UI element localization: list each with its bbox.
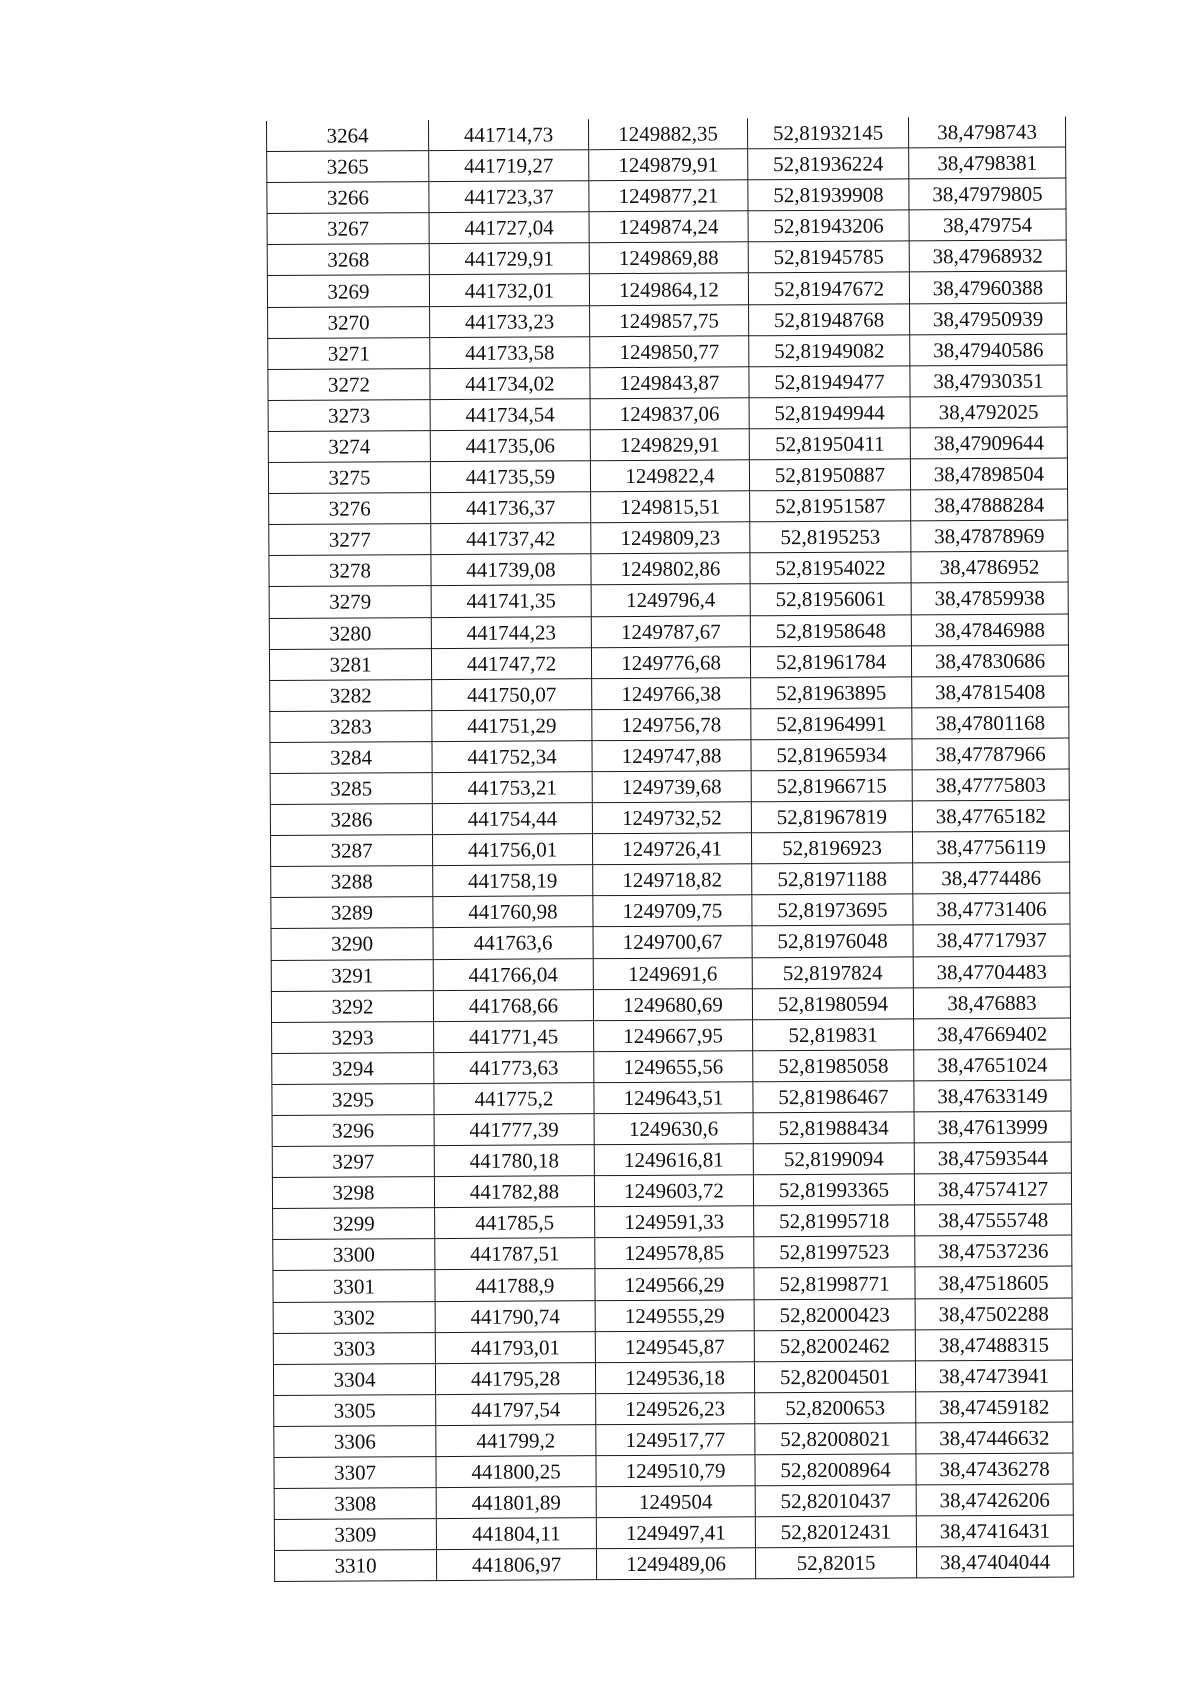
x-coordinate-cell: 441753,21	[432, 772, 592, 804]
point-number-cell: 3308	[274, 1488, 436, 1520]
table-row	[270, 738, 1069, 774]
point-number-cell: 3270	[268, 306, 430, 338]
table-row	[270, 800, 1069, 836]
y-coordinate-cell: 1249869,88	[589, 242, 748, 274]
x-coordinate-cell: 441775,2	[434, 1083, 594, 1115]
longitude-cell: 38,47669402	[914, 1018, 1071, 1050]
point-number-cell: 3297	[272, 1146, 434, 1178]
x-coordinate-cell: 441804,11	[436, 1518, 596, 1550]
table-row	[271, 987, 1070, 1023]
longitude-cell: 38,47518605	[915, 1266, 1072, 1298]
y-coordinate-cell: 1249555,29	[595, 1299, 754, 1331]
latitude-cell: 52,81993365	[753, 1174, 914, 1206]
y-coordinate-cell: 1249882,35	[588, 118, 747, 149]
point-number-cell: 3290	[271, 928, 433, 960]
y-coordinate-cell: 1249680,69	[593, 988, 752, 1020]
x-coordinate-cell: 441797,54	[436, 1394, 596, 1426]
x-coordinate-cell: 441750,07	[432, 678, 592, 710]
point-number-cell: 3302	[273, 1301, 435, 1333]
point-number-cell: 3266	[267, 182, 429, 214]
point-number-cell: 3306	[274, 1426, 436, 1458]
table-row	[271, 893, 1070, 929]
x-coordinate-cell: 441741,35	[431, 585, 591, 617]
latitude-cell: 52,81945785	[748, 241, 909, 273]
latitude-cell: 52,81949944	[749, 397, 910, 429]
latitude-cell: 52,81964991	[751, 708, 912, 740]
x-coordinate-cell: 441747,72	[431, 647, 591, 679]
longitude-cell: 38,47898504	[910, 458, 1067, 490]
table-row	[272, 1173, 1071, 1209]
latitude-cell: 52,81997523	[754, 1236, 915, 1268]
latitude-cell: 52,81963895	[751, 677, 912, 709]
table-row	[270, 769, 1069, 805]
longitude-cell: 38,47574127	[914, 1173, 1071, 1205]
table-row	[272, 1018, 1071, 1054]
x-coordinate-cell: 441752,34	[432, 741, 592, 773]
latitude-cell: 52,81967819	[751, 801, 912, 833]
longitude-cell: 38,47704483	[913, 956, 1070, 988]
y-coordinate-cell: 1249603,72	[594, 1175, 753, 1207]
longitude-cell: 38,47717937	[913, 924, 1070, 956]
longitude-cell: 38,47888284	[911, 489, 1068, 521]
longitude-cell: 38,47846988	[911, 614, 1068, 646]
table-row	[270, 707, 1069, 743]
point-number-cell: 3274	[268, 431, 430, 463]
point-number-cell: 3296	[272, 1115, 434, 1147]
latitude-cell: 52,81943206	[748, 210, 909, 242]
x-coordinate-cell: 441751,29	[432, 709, 592, 741]
point-number-cell: 3271	[268, 337, 430, 369]
point-number-cell: 3265	[267, 151, 429, 183]
latitude-cell: 52,81985058	[753, 1050, 914, 1082]
y-coordinate-cell: 1249489,06	[596, 1548, 755, 1580]
x-coordinate-cell: 441788,9	[435, 1269, 595, 1301]
x-coordinate-cell: 441766,04	[433, 958, 593, 990]
point-number-cell: 3268	[267, 244, 429, 276]
y-coordinate-cell: 1249504	[596, 1486, 755, 1518]
x-coordinate-cell: 441763,6	[433, 927, 593, 959]
latitude-cell: 52,81932145	[747, 117, 908, 148]
y-coordinate-cell: 1249829,91	[590, 429, 749, 461]
y-coordinate-cell: 1249718,82	[593, 864, 752, 896]
latitude-cell: 52,82000423	[754, 1298, 915, 1330]
table-row	[268, 334, 1067, 370]
point-number-cell: 3283	[270, 710, 432, 742]
x-coordinate-cell: 441732,01	[429, 274, 589, 306]
latitude-cell: 52,8196923	[751, 832, 912, 864]
y-coordinate-cell: 1249877,21	[589, 180, 748, 212]
point-number-cell: 3298	[272, 1177, 434, 1209]
x-coordinate-cell: 441756,01	[432, 834, 592, 866]
latitude-cell: 52,82004501	[754, 1361, 915, 1393]
longitude-cell: 38,47537236	[915, 1235, 1072, 1267]
table-row	[274, 1422, 1073, 1458]
table-row	[268, 365, 1067, 401]
longitude-cell: 38,47404044	[916, 1546, 1073, 1578]
y-coordinate-cell: 1249815,51	[591, 491, 750, 523]
latitude-cell: 52,81998771	[754, 1267, 915, 1299]
table-row	[267, 209, 1066, 245]
x-coordinate-cell: 441736,37	[431, 492, 591, 524]
latitude-cell: 52,81980594	[752, 988, 913, 1020]
point-number-cell: 3287	[270, 835, 432, 867]
point-number-cell: 3307	[274, 1457, 436, 1489]
longitude-cell: 38,47940586	[910, 334, 1067, 366]
point-number-cell: 3286	[270, 804, 432, 836]
table-row	[268, 427, 1067, 463]
y-coordinate-cell: 1249536,18	[595, 1362, 754, 1394]
point-number-cell: 3292	[271, 990, 433, 1022]
latitude-cell: 52,81949477	[749, 366, 910, 398]
longitude-cell: 38,47830686	[911, 645, 1068, 677]
longitude-cell: 38,479754	[909, 209, 1066, 241]
y-coordinate-cell: 1249843,87	[590, 367, 749, 399]
table-row	[272, 1080, 1071, 1116]
y-coordinate-cell: 1249566,29	[595, 1268, 754, 1300]
y-coordinate-cell: 1249766,38	[592, 677, 751, 709]
longitude-cell: 38,47960388	[909, 272, 1066, 304]
table-row	[273, 1329, 1072, 1365]
x-coordinate-cell: 441773,63	[434, 1051, 594, 1083]
table-row	[273, 1360, 1072, 1396]
latitude-cell: 52,81986467	[753, 1081, 914, 1113]
x-coordinate-cell: 441771,45	[434, 1020, 594, 1052]
latitude-cell: 52,82012431	[755, 1516, 916, 1548]
x-coordinate-cell: 441795,28	[435, 1362, 595, 1394]
y-coordinate-cell: 1249837,06	[590, 398, 749, 430]
y-coordinate-cell: 1249545,87	[595, 1330, 754, 1362]
x-coordinate-cell: 441758,19	[433, 865, 593, 897]
x-coordinate-cell: 441801,89	[436, 1487, 596, 1519]
x-coordinate-cell: 441714,73	[428, 119, 588, 150]
x-coordinate-cell: 441806,97	[436, 1549, 596, 1581]
point-number-cell: 3309	[274, 1519, 436, 1551]
x-coordinate-cell: 441790,74	[435, 1300, 595, 1332]
y-coordinate-cell: 1249864,12	[589, 273, 748, 305]
table-row	[269, 551, 1068, 587]
x-coordinate-cell: 441733,58	[430, 336, 590, 368]
table-row	[269, 582, 1068, 618]
longitude-cell: 38,47502288	[915, 1298, 1072, 1330]
table-row	[268, 458, 1067, 494]
y-coordinate-cell: 1249776,68	[591, 646, 750, 678]
y-coordinate-cell: 1249874,24	[589, 211, 748, 243]
latitude-cell: 52,81973695	[752, 894, 913, 926]
point-number-cell: 3288	[271, 866, 433, 898]
point-number-cell: 3303	[273, 1332, 435, 1364]
y-coordinate-cell: 1249802,86	[591, 553, 750, 585]
y-coordinate-cell: 1249732,52	[592, 802, 751, 834]
point-number-cell: 3293	[272, 1021, 434, 1053]
table-row	[267, 178, 1066, 214]
longitude-cell: 38,47765182	[912, 800, 1069, 832]
longitude-cell: 38,47731406	[913, 893, 1070, 925]
latitude-cell: 52,81976048	[752, 925, 913, 957]
point-number-cell: 3299	[273, 1208, 435, 1240]
y-coordinate-cell: 1249747,88	[592, 740, 751, 772]
longitude-cell: 38,4792025	[910, 396, 1067, 428]
longitude-cell: 38,47555748	[915, 1204, 1072, 1236]
longitude-cell: 38,47930351	[910, 365, 1067, 397]
point-number-cell: 3300	[273, 1239, 435, 1271]
table-row	[270, 831, 1069, 867]
longitude-cell: 38,4798743	[908, 117, 1065, 148]
y-coordinate-cell: 1249616,81	[594, 1144, 753, 1176]
latitude-cell: 52,8199094	[753, 1143, 914, 1175]
point-number-cell: 3276	[269, 493, 431, 525]
x-coordinate-cell: 441729,91	[429, 243, 589, 275]
latitude-cell: 52,81971188	[752, 863, 913, 895]
table-row	[269, 614, 1068, 650]
longitude-cell: 38,47488315	[915, 1329, 1072, 1361]
table-row	[274, 1484, 1073, 1520]
longitude-cell: 38,47459182	[916, 1391, 1073, 1423]
x-coordinate-cell: 441733,23	[430, 305, 590, 337]
table-row	[269, 645, 1068, 681]
latitude-cell: 52,82002462	[754, 1330, 915, 1362]
table-row	[268, 303, 1067, 339]
latitude-cell: 52,8200653	[755, 1392, 916, 1424]
latitude-cell: 52,82015	[755, 1547, 916, 1579]
table-row	[267, 240, 1066, 276]
latitude-cell: 52,81995718	[754, 1205, 915, 1237]
table-row	[274, 1453, 1073, 1489]
x-coordinate-cell: 441799,2	[436, 1425, 596, 1457]
x-coordinate-cell: 441735,06	[430, 430, 590, 462]
latitude-cell: 52,81958648	[750, 614, 911, 646]
latitude-cell: 52,81965934	[751, 739, 912, 771]
latitude-cell: 52,81966715	[751, 770, 912, 802]
table-row	[269, 489, 1068, 525]
y-coordinate-cell: 1249667,95	[594, 1020, 753, 1052]
latitude-cell: 52,81956061	[750, 583, 911, 615]
longitude-cell: 38,47593544	[914, 1142, 1071, 1174]
y-coordinate-cell: 1249517,77	[596, 1424, 755, 1456]
latitude-cell: 52,82008021	[755, 1423, 916, 1455]
latitude-cell: 52,82008964	[755, 1454, 916, 1486]
y-coordinate-cell: 1249739,68	[592, 771, 751, 803]
table-row	[267, 147, 1066, 183]
y-coordinate-cell: 1249578,85	[595, 1237, 754, 1269]
table-body	[267, 117, 1074, 1582]
latitude-cell: 52,819831	[753, 1019, 914, 1051]
longitude-cell: 38,4786952	[911, 551, 1068, 583]
longitude-cell: 38,47613999	[914, 1111, 1071, 1143]
longitude-cell: 38,4774486	[913, 862, 1070, 894]
point-number-cell: 3269	[267, 275, 429, 307]
x-coordinate-cell: 441719,27	[429, 150, 589, 182]
point-number-cell: 3272	[268, 368, 430, 400]
x-coordinate-cell: 441787,51	[435, 1238, 595, 1270]
x-coordinate-cell: 441734,02	[430, 367, 590, 399]
latitude-cell: 52,8195253	[750, 521, 911, 553]
y-coordinate-cell: 1249709,75	[593, 895, 752, 927]
table-row	[273, 1266, 1072, 1302]
latitude-cell: 52,81936224	[748, 148, 909, 180]
x-coordinate-cell: 441800,25	[436, 1456, 596, 1488]
latitude-cell: 52,81954022	[750, 552, 911, 584]
point-number-cell: 3289	[271, 897, 433, 929]
table-row	[267, 117, 1066, 152]
y-coordinate-cell: 1249809,23	[591, 522, 750, 554]
point-number-cell: 3267	[267, 213, 429, 245]
y-coordinate-cell: 1249879,91	[589, 149, 748, 181]
latitude-cell: 52,8197824	[752, 956, 913, 988]
x-coordinate-cell: 441768,66	[433, 989, 593, 1021]
x-coordinate-cell: 441793,01	[435, 1331, 595, 1363]
longitude-cell: 38,47909644	[910, 427, 1067, 459]
x-coordinate-cell: 441785,5	[435, 1207, 595, 1239]
x-coordinate-cell: 441782,88	[434, 1176, 594, 1208]
longitude-cell: 38,47446632	[916, 1422, 1073, 1454]
latitude-cell: 52,81951587	[750, 490, 911, 522]
y-coordinate-cell: 1249510,79	[596, 1455, 755, 1487]
y-coordinate-cell: 1249857,75	[590, 304, 749, 336]
latitude-cell: 52,81988434	[753, 1112, 914, 1144]
y-coordinate-cell: 1249787,67	[591, 615, 750, 647]
table-row	[272, 1142, 1071, 1178]
latitude-cell: 52,81961784	[750, 645, 911, 677]
x-coordinate-cell: 441744,23	[431, 616, 591, 648]
table-row	[274, 1391, 1073, 1427]
longitude-cell: 38,47633149	[914, 1080, 1071, 1112]
table-row	[271, 956, 1070, 992]
table-row	[273, 1298, 1072, 1334]
longitude-cell: 38,47859938	[911, 582, 1068, 614]
y-coordinate-cell: 1249526,23	[596, 1393, 755, 1425]
coordinates-table-wrapper	[266, 117, 1074, 1583]
point-number-cell: 3275	[268, 462, 430, 494]
longitude-cell: 38,47426206	[916, 1484, 1073, 1516]
longitude-cell: 38,47968932	[909, 240, 1066, 272]
point-number-cell: 3279	[269, 586, 431, 618]
latitude-cell: 52,81950411	[749, 428, 910, 460]
point-number-cell: 3294	[272, 1052, 434, 1084]
y-coordinate-cell: 1249655,56	[594, 1051, 753, 1083]
point-number-cell: 3273	[268, 399, 430, 431]
table-row	[271, 924, 1070, 960]
y-coordinate-cell: 1249691,6	[593, 957, 752, 989]
y-coordinate-cell: 1249591,33	[595, 1206, 754, 1238]
y-coordinate-cell: 1249643,51	[594, 1082, 753, 1114]
table-row	[273, 1204, 1072, 1240]
table-row	[272, 1111, 1071, 1147]
point-number-cell: 3264	[267, 120, 429, 151]
point-number-cell: 3282	[270, 679, 432, 711]
table-row	[271, 862, 1070, 898]
table-row	[270, 676, 1069, 712]
coordinates-table	[266, 117, 1074, 1583]
longitude-cell: 38,47801168	[912, 707, 1069, 739]
latitude-cell: 52,81950887	[749, 459, 910, 491]
longitude-cell: 38,4798381	[909, 147, 1066, 179]
longitude-cell: 38,47815408	[912, 676, 1069, 708]
point-number-cell: 3291	[271, 959, 433, 991]
point-number-cell: 3277	[269, 524, 431, 556]
table-row	[269, 520, 1068, 556]
y-coordinate-cell: 1249630,6	[594, 1113, 753, 1145]
point-number-cell: 3280	[269, 617, 431, 649]
point-number-cell: 3301	[273, 1270, 435, 1302]
longitude-cell: 38,47651024	[914, 1049, 1071, 1081]
x-coordinate-cell: 441739,08	[431, 554, 591, 586]
table-row	[272, 1049, 1071, 1085]
table-row	[267, 272, 1066, 308]
x-coordinate-cell: 441754,44	[432, 803, 592, 835]
x-coordinate-cell: 441737,42	[431, 523, 591, 555]
point-number-cell: 3305	[274, 1394, 436, 1426]
y-coordinate-cell: 1249822,4	[590, 460, 749, 492]
longitude-cell: 38,47950939	[910, 303, 1067, 335]
point-number-cell: 3284	[270, 741, 432, 773]
x-coordinate-cell: 441760,98	[433, 896, 593, 928]
x-coordinate-cell: 441777,39	[434, 1114, 594, 1146]
table-row	[274, 1546, 1073, 1582]
table-row	[268, 396, 1067, 432]
table-row	[273, 1235, 1072, 1271]
point-number-cell: 3304	[273, 1363, 435, 1395]
longitude-cell: 38,476883	[913, 987, 1070, 1019]
latitude-cell: 52,81947672	[748, 272, 909, 304]
x-coordinate-cell: 441734,54	[430, 399, 590, 431]
point-number-cell: 3285	[270, 773, 432, 805]
point-number-cell: 3295	[272, 1083, 434, 1115]
longitude-cell: 38,47878969	[911, 520, 1068, 552]
longitude-cell: 38,47416431	[916, 1515, 1073, 1547]
y-coordinate-cell: 1249726,41	[592, 833, 751, 865]
x-coordinate-cell: 441735,59	[430, 461, 590, 493]
longitude-cell: 38,47979805	[909, 178, 1066, 210]
point-number-cell: 3281	[269, 648, 431, 680]
x-coordinate-cell: 441723,37	[429, 181, 589, 213]
x-coordinate-cell: 441780,18	[434, 1145, 594, 1177]
y-coordinate-cell: 1249756,78	[592, 709, 751, 741]
y-coordinate-cell: 1249497,41	[596, 1517, 755, 1549]
longitude-cell: 38,47775803	[912, 769, 1069, 801]
latitude-cell: 52,81949082	[749, 335, 910, 367]
latitude-cell: 52,81948768	[749, 303, 910, 335]
longitude-cell: 38,47436278	[916, 1453, 1073, 1485]
point-number-cell: 3310	[274, 1550, 436, 1582]
longitude-cell: 38,47756119	[912, 831, 1069, 863]
longitude-cell: 38,47473941	[915, 1360, 1072, 1392]
longitude-cell: 38,47787966	[912, 738, 1069, 770]
latitude-cell: 52,82010437	[755, 1485, 916, 1517]
y-coordinate-cell: 1249796,4	[591, 584, 750, 616]
latitude-cell: 52,81939908	[748, 179, 909, 211]
table-row	[274, 1515, 1073, 1551]
x-coordinate-cell: 441727,04	[429, 212, 589, 244]
y-coordinate-cell: 1249700,67	[593, 926, 752, 958]
point-number-cell: 3278	[269, 555, 431, 587]
y-coordinate-cell: 1249850,77	[590, 335, 749, 367]
